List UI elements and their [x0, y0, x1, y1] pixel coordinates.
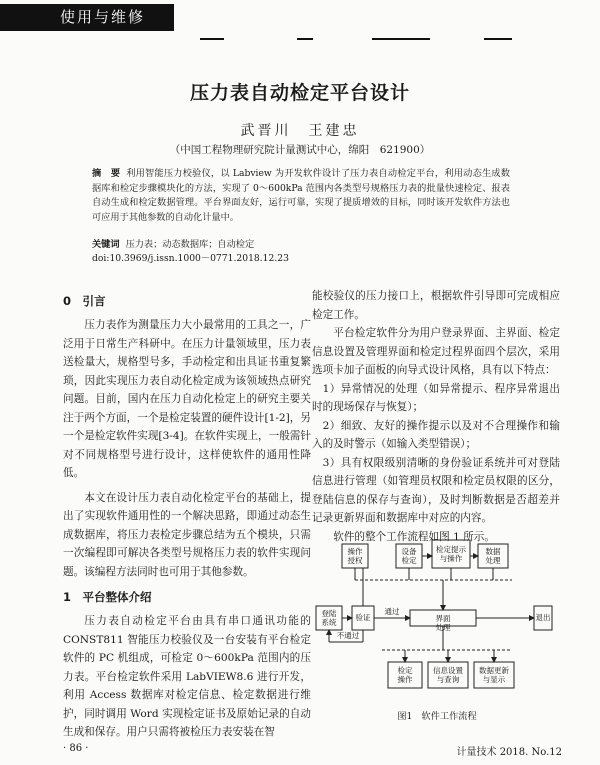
flowchart — [312, 538, 562, 708]
section-heading-platform: 1 平台整体介绍 — [63, 590, 152, 604]
keywords-text: 压力表；动态数据库；自动检定 — [125, 239, 255, 250]
box-label: 信息设置与查询 — [433, 666, 463, 684]
box-label: 数据处理 — [485, 547, 501, 565]
right-column — [312, 287, 560, 546]
figure-caption: 图1 软件工作流程 — [397, 711, 477, 722]
left-column — [63, 287, 311, 742]
paragraph: 软件的整个工作流程如图 1 所示。 — [333, 530, 495, 543]
box-label: 登陆系统 — [321, 609, 337, 627]
page-number: · 86 · — [63, 743, 89, 754]
keywords-label: 关键词 — [92, 239, 120, 250]
paper-affiliation: （中国工程物理研究院计量测试中心，绵阳 621900） — [169, 144, 431, 156]
box-label: 设备检定 — [401, 547, 417, 565]
paragraph: 平台检定软件分为用户登录界面、主界面、检定信息设置及管理界面和检定过程界面四个层次，采用选项卡加子面板的向导式设计风格，具有以下特点： — [312, 327, 560, 376]
box-label: 检定操作 — [397, 666, 413, 684]
box-label: 操作授权 — [347, 547, 363, 565]
list-item: 2）细致、友好的操作提示以及对不合理操作和输入的及时警示（如输入类型错误）； — [312, 419, 560, 450]
edge-label-pass: 通过 — [384, 607, 400, 616]
header-rule — [372, 38, 430, 40]
figure-1 — [312, 538, 562, 722]
paragraph: 压力表自动检定平台由具有串口通讯功能的 CONST811 智能压力校验仪及一台安装有平台检定软件的 PC 机组成，可检定 0～600kPa 范围内的压力表。平台检定软件采用 LabVIEW8.6 进行开发，利用 Access 数据库对检定信息、检定数据进行维护，同时调用 Word 实现检定证书及原始记录的自动生成和保存。用户只需将被检压力表安装在智 — [63, 615, 311, 738]
journal-footer: 计量技术 2018. No.12 — [456, 747, 562, 758]
box-label: 界面处理 — [435, 614, 451, 632]
paper-title: 压力表自动检定平台设计 — [189, 82, 410, 104]
paragraph: 压力表作为测量压力大小最常用的工具之一，广泛用于日常生产科研中。在压力计量领域里，压力表送检量大，规格型号多，手动检定和出具证书重复繁琐，因此实现压力表自动化检定成为该领域热点研究问题。目前，国内在压力自动化检定上的研究主要关注于两个方面，一个是检定装置的硬件设计[1-2]，另一个是检定软件实现[3-4]。在软件实现上，一般需针对不同规格型号进行设计，这样使软件的通用性降低。 — [63, 319, 311, 479]
keywords — [92, 236, 510, 250]
paper-authors: 武晋川 王建忠 — [240, 123, 360, 139]
paragraph: 本文在设计压力表自动化检定平台的基础上，提出了实现软件通用性的一个解决思路，即通过动态生成数据库，将压力表检定步骤总结为五个模块，只需一次编程即可解决各类型号规格压力表的软件实现问题。该编程方法同时也可用于其他参数。 — [63, 491, 311, 578]
box-label: 检定提示与操作 — [436, 545, 466, 563]
box-label: 退出 — [535, 613, 551, 622]
box-label: 验证 — [355, 613, 371, 622]
header-rule — [200, 38, 224, 40]
box-label: 数据更新与显示 — [479, 666, 509, 684]
list-item: 1）异常情况的处理（如异常提示、程序异常退出时的现场保存与恢复）； — [312, 382, 560, 413]
edge-label-fail: 不通过 — [336, 631, 360, 640]
doi: doi:10.3969/j.issn.1000－0771.2018.12.23 — [92, 253, 289, 264]
abstract — [92, 167, 510, 225]
header-rule — [297, 38, 313, 40]
abstract-text: 利用智能压力校验仪，以 Labview 为开发软件设计了压力表自动检定平台，利用动态生成数据库和检定步骤模块化的方法，实现了 0～600kPa 范围内各类型号规格压力表的批量快速检定、报表自动生成和检定数据管理。平台界面友好，运行可靠，实现了提质增效的目标，同时该开发软件方法也可应用于其他参数的自动化计量中。 — [92, 168, 510, 223]
list-item: 3）具有权限级别清晰的身份验证系统并可对登陆信息进行管理（如管理员权限和检定员权限的区分，登陆信息的保存与查询），及时判断数据是否超差并记录更新界面和数据库中对应的内容。 — [312, 456, 560, 524]
header-rule — [484, 38, 512, 40]
paragraph: 能校验仪的压力接口上，根据软件引导即可完成相应检定工作。 — [312, 290, 560, 321]
section-heading-intro: 0 引言 — [63, 294, 106, 308]
abstract-label: 摘 要 — [92, 168, 121, 179]
section-tab: 使用与维修 — [0, 4, 174, 31]
